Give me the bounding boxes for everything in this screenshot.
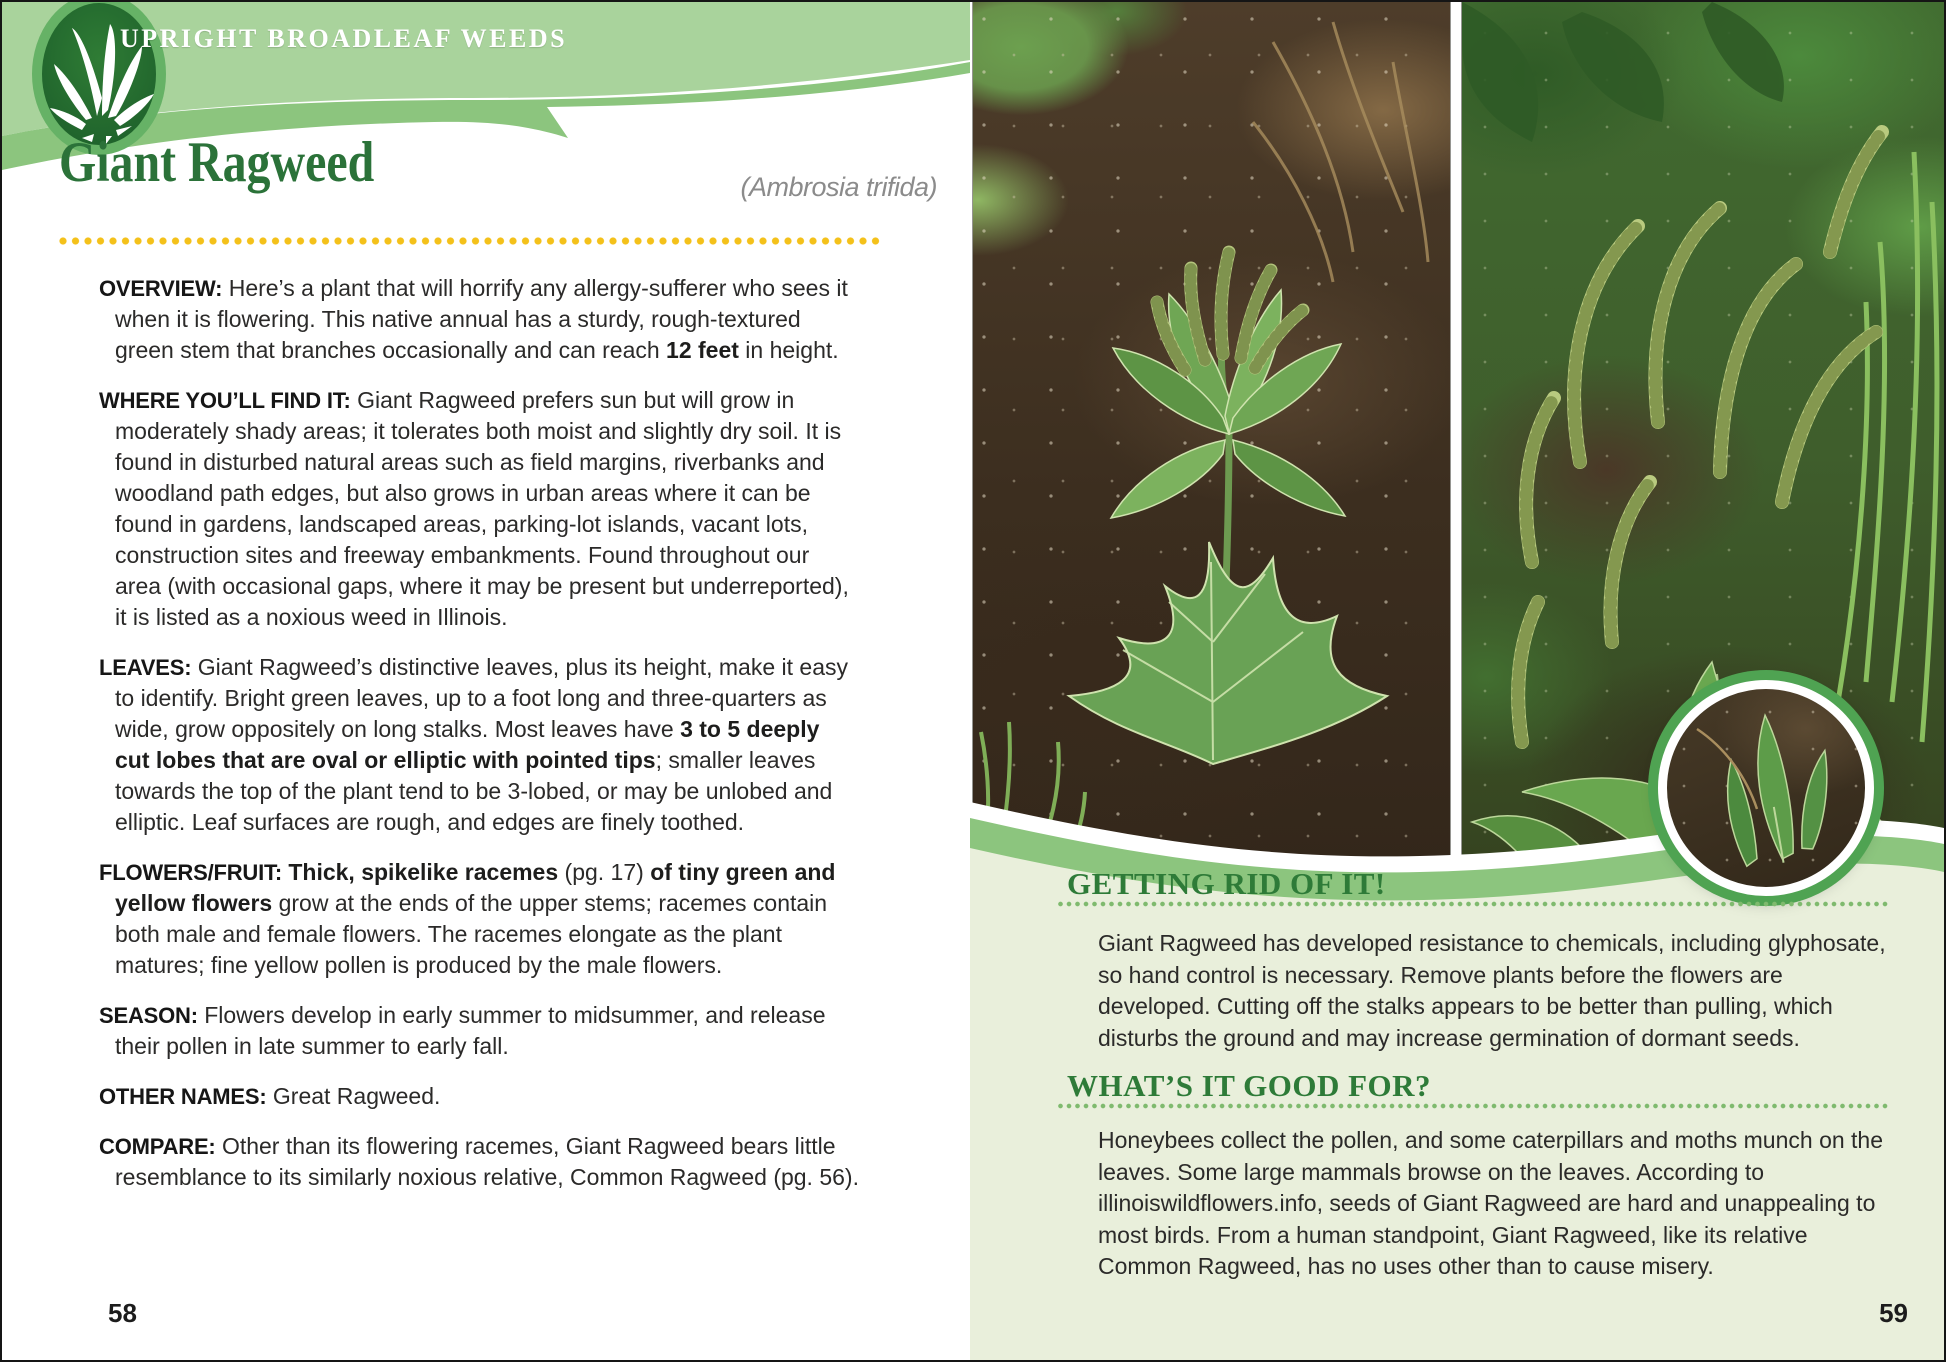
good-for-body: Honeybees collect the pollen, and some caterpillars and moths munch on the leaves. Some large mammals browse on the leaves. According to illinoiswildflowers.info, seeds of Giant Ragweed are hard and unappealing to most birds. From a human standpoint, Giant Ragweed, like its relative Common Ragweed, has no uses other than to cause misery.	[1098, 1127, 1884, 1279]
section-leaves	[99, 652, 859, 838]
giant-ragweed-young-plant-photo	[973, 2, 1450, 902]
section-where-youll-find-it	[99, 385, 859, 633]
section-label: LEAVES:	[99, 655, 192, 680]
green-dotted-rule	[1058, 901, 1890, 907]
section-season	[99, 1000, 859, 1062]
section-other-names	[99, 1081, 859, 1112]
section-text: Here’s a plant that will horrify any allergy-sufferer who sees it when it is flowering. This native annual has a sturdy, rough-textured green stem that branches occasionally and can reach	[115, 275, 848, 363]
section-label: FLOWERS/FRUIT:	[99, 860, 282, 885]
page-number-right: 59	[1879, 1298, 1908, 1328]
section-text: (pg. 17)	[564, 859, 651, 885]
right-page	[970, 2, 1944, 1360]
species-title-row	[59, 130, 937, 210]
section-text: 12 feet	[666, 337, 739, 363]
section-label: OVERVIEW:	[99, 276, 223, 301]
green-dotted-rule	[1058, 1103, 1890, 1109]
section-text: grow at the ends of the upper stems; racemes contain both male and female flowers. The racemes elongate as the plant matures; fine yellow pollen is produced by the male flowers.	[115, 890, 828, 978]
section-label: OTHER NAMES:	[99, 1084, 267, 1109]
section-text: in height.	[738, 337, 839, 363]
left-page	[2, 2, 970, 1360]
plant-illustration	[973, 2, 1450, 902]
good-for-heading: WHAT’S IT GOOD FOR?	[1067, 1068, 1432, 1103]
section-text: Giant Ragweed’s distinctive leaves, plus its height, make it easy to identify. Bright green leaves, up to a foot long and three-quarters as wide, grow oppositely on long stalks. Most leaves have	[115, 654, 849, 742]
section-label: WHERE YOU’LL FIND IT:	[99, 388, 351, 413]
section-overview	[99, 273, 859, 366]
getting-rid-body: Giant Ragweed has developed resistance to chemicals, including glyphosate, so hand control is necessary. Remove plants before the flowers are developed. Cutting off the stalks appears to be better than pulling, which disturbs the ground and may increase germination of dormant seeds.	[1098, 930, 1886, 1051]
section-text: Giant Ragweed prefers sun but will grow in moderately shady areas; it tolerates both moist and slightly dry soil. It is found in disturbed natural areas such as field margins, riverbanks and woodland path edges, but also grows in urban areas where it can be found in gardens, landscaped areas, parking-lot islands, vacant lots, construction sites and freeway embankments. Found throughout our area (with occasional gaps, where it may be present but underreported), it is listed as a noxious weed in Illinois.	[115, 387, 849, 630]
getting-rid-heading: GETTING RID OF IT!	[1067, 866, 1386, 901]
species-scientific-name: (Ambrosia trifida)	[740, 172, 937, 202]
inset-leaf-illustration	[1667, 689, 1865, 887]
page-number-left: 58	[108, 1298, 137, 1328]
section-text: 3 to 5 deeply cut lobes that are oval or elliptic with pointed tips	[115, 716, 820, 773]
section-compare	[99, 1131, 859, 1193]
species-common-name: Giant Ragweed	[59, 131, 375, 194]
left-sections	[99, 273, 859, 1212]
category-title: UPRIGHT BROADLEAF WEEDS	[120, 24, 568, 53]
section-text: Other than its flowering racemes, Giant Ragweed bears little resemblance to its similarly noxious relative, Common Ragweed (pg. 56).	[115, 1133, 859, 1190]
section-text: Flowers develop in early summer to midsummer, and release their pollen in late summer to early fall.	[115, 1002, 826, 1059]
section-flowers-fruit	[99, 857, 859, 981]
section-text: ; smaller leaves towards the top of the plant tend to be 3-lobed, or may be unlobed and elliptic. Leaf surfaces are rough, and edges are finely toothed.	[115, 747, 833, 835]
yellow-dotted-rule	[59, 236, 880, 246]
lobed-leaf-on-soil-inset-photo	[1658, 680, 1874, 896]
section-label: SEASON:	[99, 1003, 198, 1028]
section-label: COMPARE:	[99, 1134, 216, 1159]
section-text: Great Ragweed.	[272, 1083, 441, 1109]
section-text: Thick, spikelike racemes	[288, 859, 565, 885]
section-text: of tiny green and yellow flowers	[115, 859, 836, 916]
